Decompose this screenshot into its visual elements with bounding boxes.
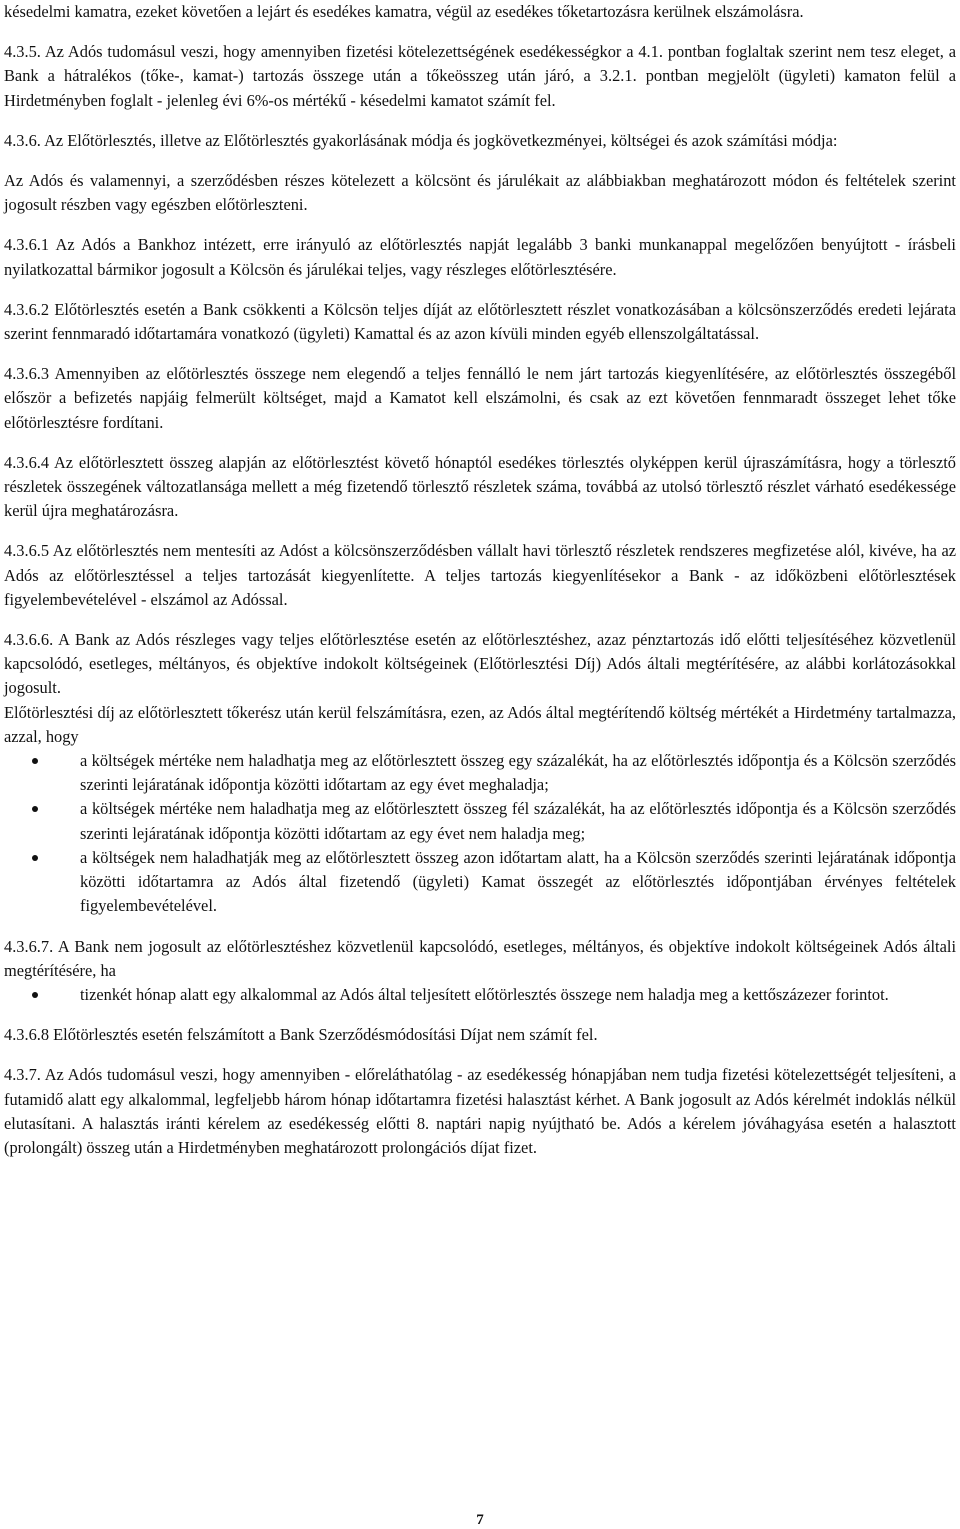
paragraph-4-3-6-6: 4.3.6.6. A Bank az Adós részleges vagy teljes előtörlesztése esetén az előtörlesztéshez, azaz pénztartozás idő előtti teljesítéséhez közvetlenül kapcsolódó, esetleges, méltányos, és objektíve indokolt költségeinek (Előtörlesztési Díj) Adós általi megtérítésére, az alábbi korlátozásokkal jogosult. — [4, 630, 956, 698]
paragraph-4-3-6-3: 4.3.6.3 Amennyiben az előtörlesztés összege nem elegendő a teljes fennálló le nem járt tartozás kiegyenlítésére, az előtörlesztés összegéből először a befizetés napjáig felmerült költséget, majd a Kamatot kell elszámolni, és csak az ezt követően fennmaradt összeget lehet tőke előtörlesztésre fordítani. — [4, 364, 956, 432]
bullet-icon — [32, 855, 38, 861]
paragraph-4-3-6-body: Az Adós és valamennyi, a szerződésben részes kötelezett a kölcsönt és járulékait az alábbiakban meghatározott módon és feltételek szerint jogosult részben vagy egészben előtörleszteni. — [4, 171, 956, 215]
list-item-text: tizenkét hónap alatt egy alkalommal az Adós által teljesített előtörlesztés összege nem haladja meg a kettőszázezer forintot. — [80, 984, 889, 1004]
paragraph-4-3-6-1: 4.3.6.1 Az Adós a Bankhoz intézett, erre irányuló az előtörlesztés napját legalább 3 banki munkanappal megelőzően benyújtott - írásbeli nyilatkozattal bármikor jogosult a Kölcsön és járulékai teljes, vagy részleges előtörlesztésére. — [4, 235, 956, 279]
paragraph-4-3-6-6-fee: Előtörlesztési díj az előtörlesztett tőkerész után kerül felszámításra, ezen, az Adós által megtérítendő költség mértékét a Hirdetmény tartalmazza, azzal, hogy — [4, 702, 956, 746]
list-item — [80, 797, 956, 845]
paragraph-4-3-6-7: 4.3.6.7. A Bank nem jogosult az előtörlesztéshez közvetlenül kapcsolódó, esetleges, méltányos, és objektíve indokolt költségeinek Adós általi megtérítésére, ha — [4, 936, 956, 980]
bullet-icon — [32, 992, 38, 998]
bullet-icon — [32, 806, 38, 812]
bullet-list-4-3-6-7 — [4, 983, 956, 1007]
paragraph-4-3-6-2: 4.3.6.2 Előtörlesztés esetén a Bank csökkenti a Kölcsön teljes díját az előtörlesztett részlet vonatkozásában a kölcsönszerződés eredeti lejárata szerint fennmaradó időtartamára vonatkozó (ügyleti) Kamattal és az azon kívüli minden egyéb ellenszolgáltatással. — [4, 299, 956, 344]
bullet-list-4-3-6-6 — [4, 749, 956, 918]
list-item-text: a költségek mértéke nem haladhatja meg az előtörlesztett összeg fél százalékát, ha az előtörlesztés időpontja és a Kölcsön szerződés szerinti lejáratának időpontja közötti időtartam az egy évet nem haladja meg; — [80, 799, 956, 843]
list-item — [80, 749, 956, 797]
paragraph-4-3-6-8: 4.3.6.8 Előtörlesztés esetén felszámított a Bank Szerződésmódosítási Díjat nem számít fel. — [4, 1025, 598, 1045]
page-number: 7 — [476, 1512, 484, 1528]
paragraph-4-3-7: 4.3.7. Az Adós tudomásul veszi, hogy amennyiben - előreláthatólag - az esedékesség hónapjában nem tudja fizetési kötelezettségét teljesíteni, a futamidő alatt egy alkalommal, legfeljebb három hónap időtartamra fizetési halasztást kérhet. A Bank jogosult az Adós kérelmét indoklás nélkül elutasítani. A halasztás iránti kérelem az esedékesség előtti 8. naptári napig nyújtható be. Adós a kérelem jóváhagyása esetén a halasztott (prolongált) összeg után a Hirdetményben meghatározott prolongációs díjat fizet. — [4, 1065, 956, 1157]
paragraph-4-3-6-5: 4.3.6.5 Az előtörlesztés nem mentesíti az Adóst a kölcsönszerződésben vállalt havi törlesztő részletek rendszeres megfizetése alól, kivéve, ha az Adós az előtörlesztéssel a teljes tartozását kiegyenlítette. A teljes tartozás kiegyenlítésekor a Bank - az időközbeni előtörlesztések figyelembevételével - elszámol az Adóssal. — [4, 541, 956, 609]
list-item-text: a költségek nem haladhatják meg az előtörlesztett összeg azon időtartam alatt, ha a Kölcsön szerződés szerinti lejáratának időpontja közötti időtartamra az Adós által fizetendő (ügyleti) Kamat összegét az előtörlesztés időpontjában érvényes feltételek figyelembevételével. — [80, 847, 956, 916]
document-page — [4, 0, 956, 1176]
bullet-icon — [32, 758, 38, 764]
list-item — [80, 983, 956, 1007]
paragraph-intro: késedelmi kamatra, ezeket követően a lejárt és esedékes kamatra, végül az esedékes tőketartozásra kerülnek elszámolásra. — [4, 2, 804, 21]
list-item — [80, 846, 956, 919]
list-item-text: a költségek mértéke nem haladhatja meg az előtörlesztett összeg egy százalékát, ha az előtörlesztés időpontja és a Kölcsön szerződés szerinti lejáratának időpontja közötti időtartam az egy évet meghaladja; — [80, 751, 956, 795]
paragraph-4-3-5: 4.3.5. Az Adós tudomásul veszi, hogy amennyiben fizetési kötelezettségének esedékességkor a 4.1. pontban foglaltak szerint nem tesz eleget, a Bank a hátralékos (tőke-, kamat-) tartozás összege után a tőkeösszeg után járó, a 3.2.1. pontban megjelölt (ügyleti) kamaton felül a Hirdetményben foglalt - jelenleg évi 6%-os mértékű - késedelmi kamatot számít fel. — [4, 42, 956, 110]
paragraph-4-3-6-4: 4.3.6.4 Az előtörlesztett összeg alapján az előtörlesztést követő hónaptól esedékes törlesztés olyképpen kerül újraszámításra, hogy a törlesztő részletek összegének változatlansága mellett a még fizetendő törlesztő részletek száma, továbbá az utolsó törlesztő részlet várható esedékessége kerül újra meghatározásra. — [4, 452, 956, 521]
paragraph-4-3-6-heading: 4.3.6. Az Előtörlesztés, illetve az Előtörlesztés gyakorlásának módja és jogkövetkezményei, költségei és azok számítási módja: — [4, 130, 838, 150]
